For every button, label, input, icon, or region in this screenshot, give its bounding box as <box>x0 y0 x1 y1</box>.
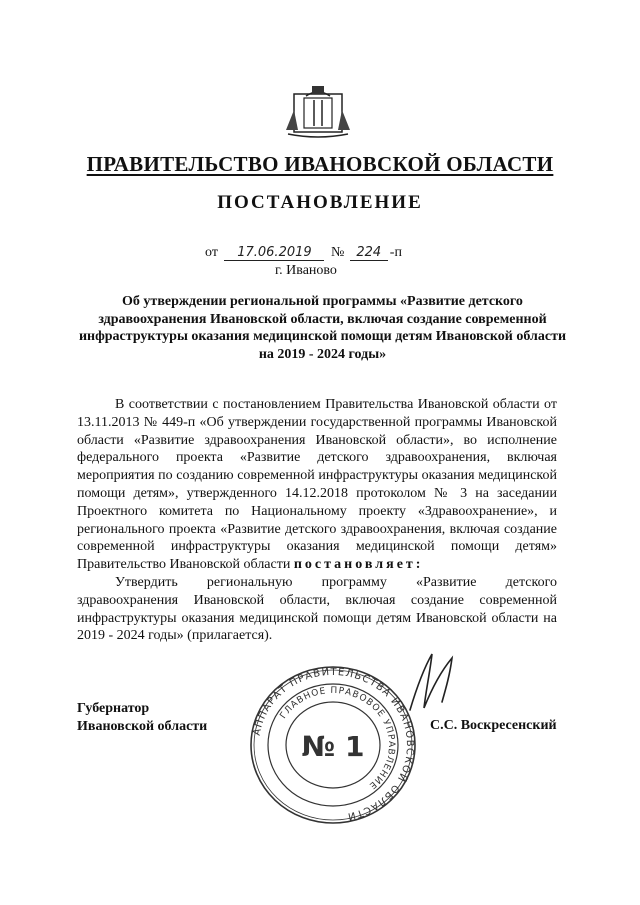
signer-position-line2: Ивановской области <box>77 719 208 734</box>
signer-name: С.С. Воскресенский <box>430 718 557 733</box>
number-suffix: -п <box>389 245 402 260</box>
document-subject: Об утверждении региональной программы «Развитие детского здравоохранения Ивановской области, включая создание современной инфраструктуры оказания медицинской помощи детям Ивановской области на 2019 - 2024 годы» <box>78 294 567 362</box>
document-number: 224 <box>350 245 388 261</box>
document-date: 17.06.2019 <box>224 245 324 261</box>
from-label: от <box>205 245 218 260</box>
document-body <box>77 396 557 645</box>
coat-of-arms-icon <box>282 86 354 138</box>
stamp-outer-text: АППАРАТ ПРАВИТЕЛЬСТВА ИВАНОВСКОЙ ОБЛАСТИ <box>251 666 416 822</box>
city: г. Иваново <box>275 263 337 278</box>
paragraph-resolution: Утвердить региональную программу «Развитие детского здравоохранения Ивановской области, включая создание современной инфраструктуры оказания медицинской помощи детям Ивановской области на 2019 - 2024 годы» (прилагается). <box>77 574 557 644</box>
official-stamp <box>248 665 418 825</box>
number-label: № <box>330 245 345 260</box>
date-number-line <box>205 245 402 261</box>
signer-position <box>77 700 207 736</box>
government-title: ПРАВИТЕЛЬСТВО ИВАНОВСКОЙ ОБЛАСТИ <box>86 152 554 176</box>
document-type: ПОСТАНОВЛЕНИЕ <box>217 192 423 213</box>
signer-position-line1: Губернатор <box>77 701 150 716</box>
stamp-inner-text: ГЛАВНОЕ ПРАВОВОЕ УПРАВЛЕНИЕ <box>278 685 397 791</box>
stamp-center-number: № 1 <box>301 730 365 763</box>
paragraph-preamble <box>77 396 557 574</box>
preamble-text: В соответствии с постановлением Правительства Ивановской области от 13.11.2013 № 449-п «Об утверждении государственной программы Ивановской области «Развитие здравоохранения Ивановской области», во исполнение федерального проекта «Развитие детского здравоохранения, включая мероприятия по созданию современной инфраструктуры оказания медицинской помощи детям», утвержденного 14.12.2018 протоколом № 3 на заседании Проектного комитета по Национальному проекту «Здравоохранение», и регионального проекта «Развитие детского здравоохранения, включая создание современной инфраструктуры оказания медицинской помощи детям» Правительство Ивановской области <box>77 397 557 573</box>
decree-word: постановляет: <box>293 557 424 573</box>
